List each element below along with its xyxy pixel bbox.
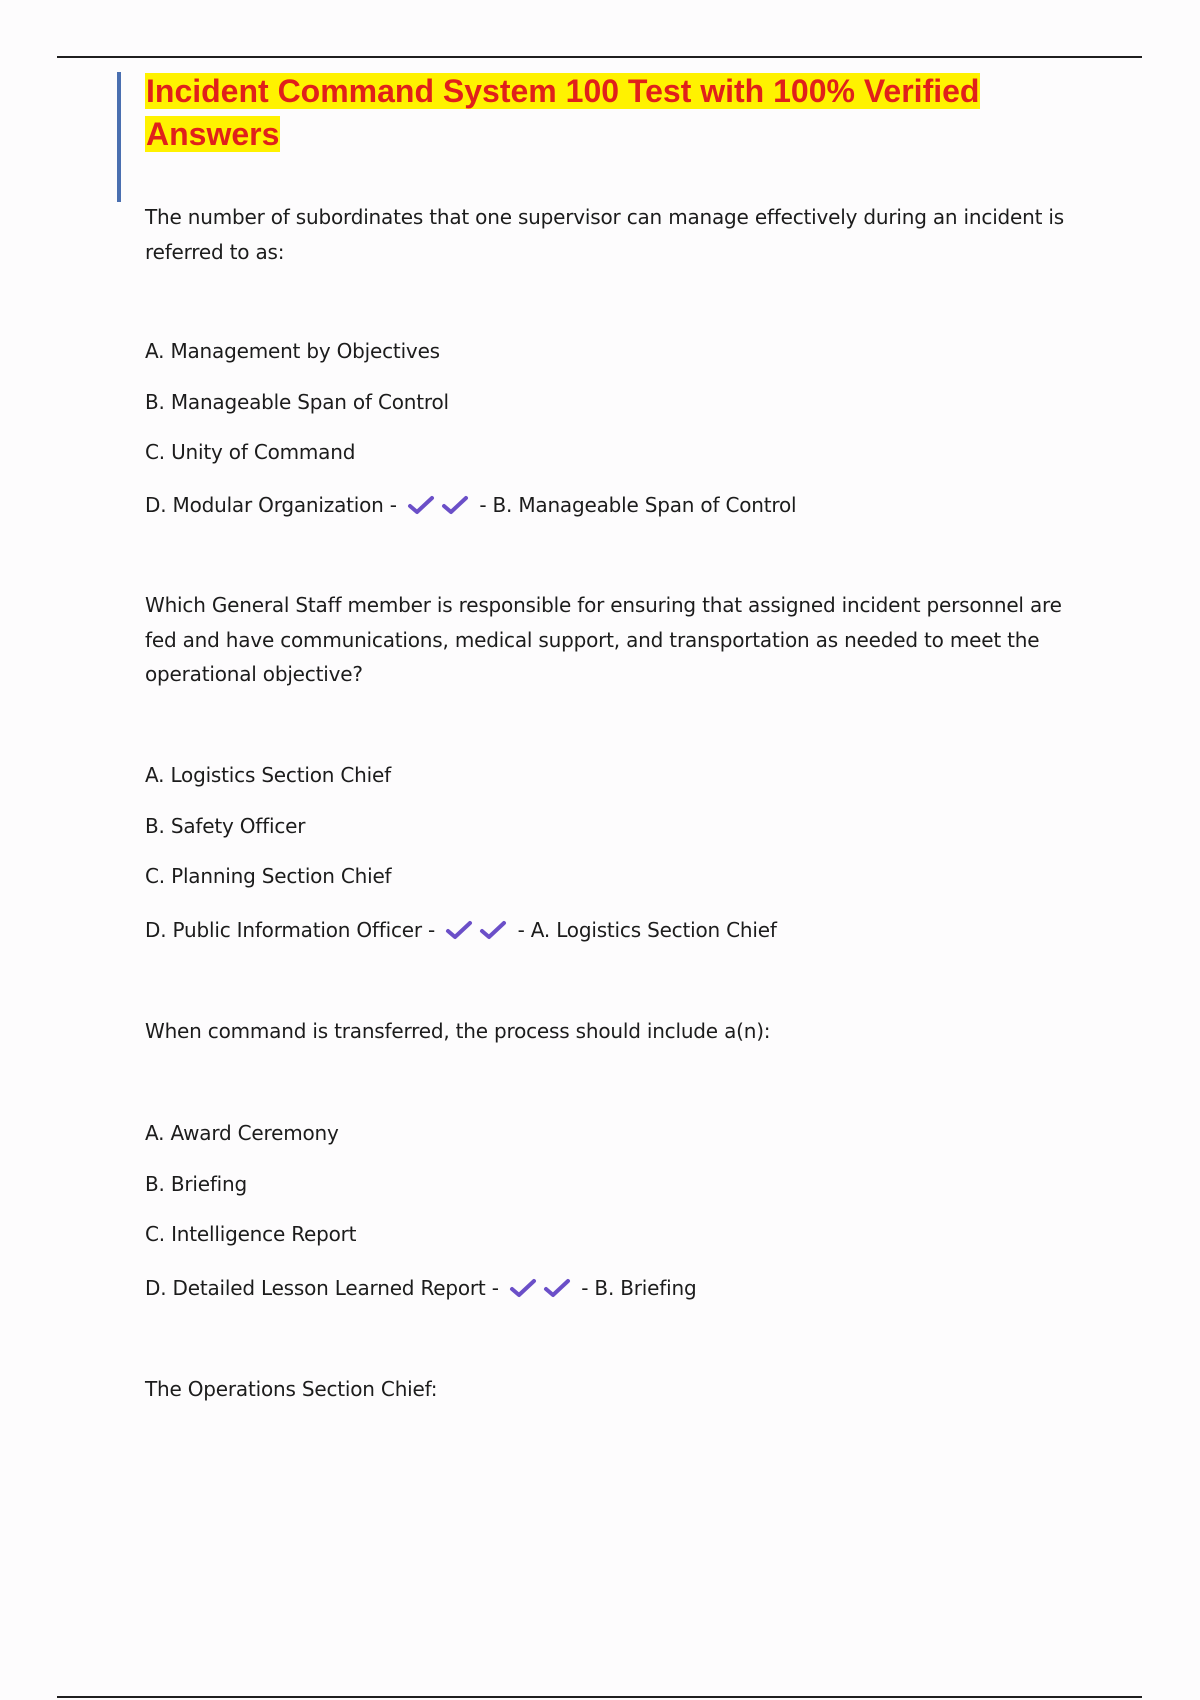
question-block-4 <box>145 1372 1095 1407</box>
question-text: The Operations Section Chief: <box>145 1377 438 1401</box>
checkmark-icon <box>441 494 469 516</box>
checkmark-icon <box>479 919 507 941</box>
checkmark-icon <box>407 494 435 516</box>
correct-answer: - B. Briefing <box>581 1276 697 1300</box>
question-block-1 <box>145 200 1095 517</box>
option-c: C. Intelligence Report <box>145 1222 357 1246</box>
question-text: The number of subordinates that one supervisor can manage effectively during an incident is referred to as: <box>145 205 1064 264</box>
question-text: When command is transferred, the process should include a(n): <box>145 1019 771 1043</box>
option-b: B. Briefing <box>145 1172 248 1196</box>
title-accent-bar <box>117 72 121 202</box>
checkmark-icon <box>445 919 473 941</box>
option-d-with-answer <box>145 916 777 944</box>
option-c: C. Unity of Command <box>145 440 356 464</box>
checkmark-icon <box>543 1277 571 1299</box>
option-d-with-answer <box>145 1274 696 1302</box>
option-d: D. Detailed Lesson Learned Report - <box>145 1276 499 1300</box>
option-d-with-answer <box>145 491 796 519</box>
question-block-3 <box>145 1014 1095 1300</box>
correct-answer: - B. Manageable Span of Control <box>479 493 797 517</box>
correct-answer: - A. Logistics Section Chief <box>517 918 777 942</box>
option-a: A. Management by Objectives <box>145 339 440 363</box>
option-a: A. Logistics Section Chief <box>145 763 391 787</box>
document-title: Incident Command System 100 Test with 100% Verified Answers <box>146 73 980 152</box>
header-rule <box>57 56 1142 58</box>
option-d: D. Public Information Officer - <box>145 918 436 942</box>
question-block-2 <box>145 588 1095 942</box>
option-b: B. Safety Officer <box>145 814 306 838</box>
option-b: B. Manageable Span of Control <box>145 390 449 414</box>
option-a: A. Award Ceremony <box>145 1121 339 1145</box>
option-d: D. Modular Organization - <box>145 493 397 517</box>
footer-rule <box>57 1696 1142 1698</box>
question-text: Which General Staff member is responsible for ensuring that assigned incident personnel are fed and have communications, medical support, and transportation as needed to meet the operational objective? <box>145 593 1062 686</box>
checkmark-icon <box>509 1277 537 1299</box>
option-c: C. Planning Section Chief <box>145 864 392 888</box>
